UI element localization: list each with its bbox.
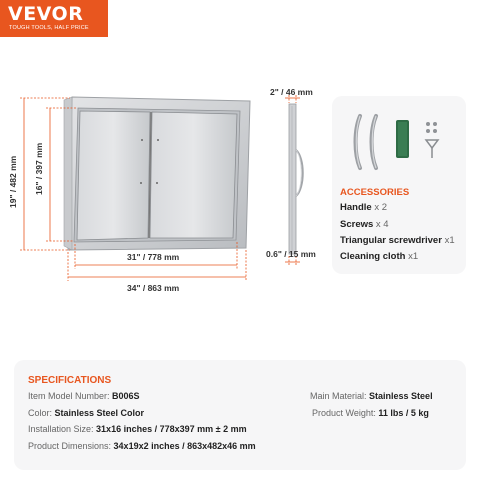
accessories-image <box>340 110 460 180</box>
spec-weight <box>312 408 429 418</box>
side-profile <box>289 104 296 254</box>
handle-icon <box>356 116 377 168</box>
dim-height: 19" / 482 mm <box>8 155 18 208</box>
spec-value: 31x16 inches / 778x397 mm ± 2 mm <box>96 424 247 434</box>
accessory-item <box>340 219 389 230</box>
brand-logo <box>0 0 108 37</box>
left-door-panel <box>77 111 150 240</box>
accessory-qty: x1 <box>408 251 419 262</box>
accessories-title: ACCESSORIES <box>340 187 410 198</box>
spec-installation-size <box>28 424 247 434</box>
spec-product-dimensions <box>28 441 256 451</box>
accessory-item <box>340 235 455 246</box>
dim-opening-width: 31" / 778 mm <box>127 252 180 262</box>
screws-icon <box>426 122 437 133</box>
spec-label: Installation Size: <box>28 424 97 434</box>
accessory-name: Screws <box>340 219 374 230</box>
spec-value: B006S <box>112 391 140 401</box>
spec-model <box>28 391 140 401</box>
spec-value: Stainless Steel Color <box>54 408 145 418</box>
spec-label: Item Model Number: <box>28 391 113 401</box>
spec-label: Main Material: <box>310 391 370 401</box>
dim-frame: 0.6" / 15 mm <box>266 249 316 259</box>
accessory-qty: x 4 <box>375 219 389 230</box>
brand-tagline: TOUGH TOOLS, HALF PRICE <box>9 25 89 31</box>
spec-material <box>310 391 433 401</box>
accessory-qty: x1 <box>444 235 455 246</box>
accessory-item <box>340 202 387 213</box>
accessory-item <box>340 251 418 262</box>
accessory-name: Cleaning cloth <box>340 251 406 262</box>
spec-label: Color: <box>28 408 55 418</box>
right-door-panel <box>150 112 237 238</box>
accessory-name: Triangular screwdriver <box>340 235 442 246</box>
accessory-qty: x 2 <box>374 202 388 213</box>
triangular-screwdriver-icon <box>426 140 438 158</box>
specifications-title: SPECIFICATIONS <box>28 375 112 386</box>
dim-depth: 2" / 46 mm <box>270 87 313 97</box>
accessory-name: Handle <box>340 202 372 213</box>
brand-name: VEVOR <box>8 3 84 25</box>
spec-label: Product Dimensions: <box>28 441 114 451</box>
spec-label: Product Weight: <box>312 408 379 418</box>
dim-width: 34" / 863 mm <box>127 283 180 293</box>
spec-value: 11 lbs / 5 kg <box>378 408 429 418</box>
spec-value: 34x19x2 inches / 863x482x46 mm <box>113 441 256 451</box>
dim-opening-height: 16" / 397 mm <box>34 142 44 195</box>
door-product-drawing <box>0 80 332 300</box>
spec-value: Stainless Steel <box>369 391 433 401</box>
spec-color <box>28 408 144 418</box>
